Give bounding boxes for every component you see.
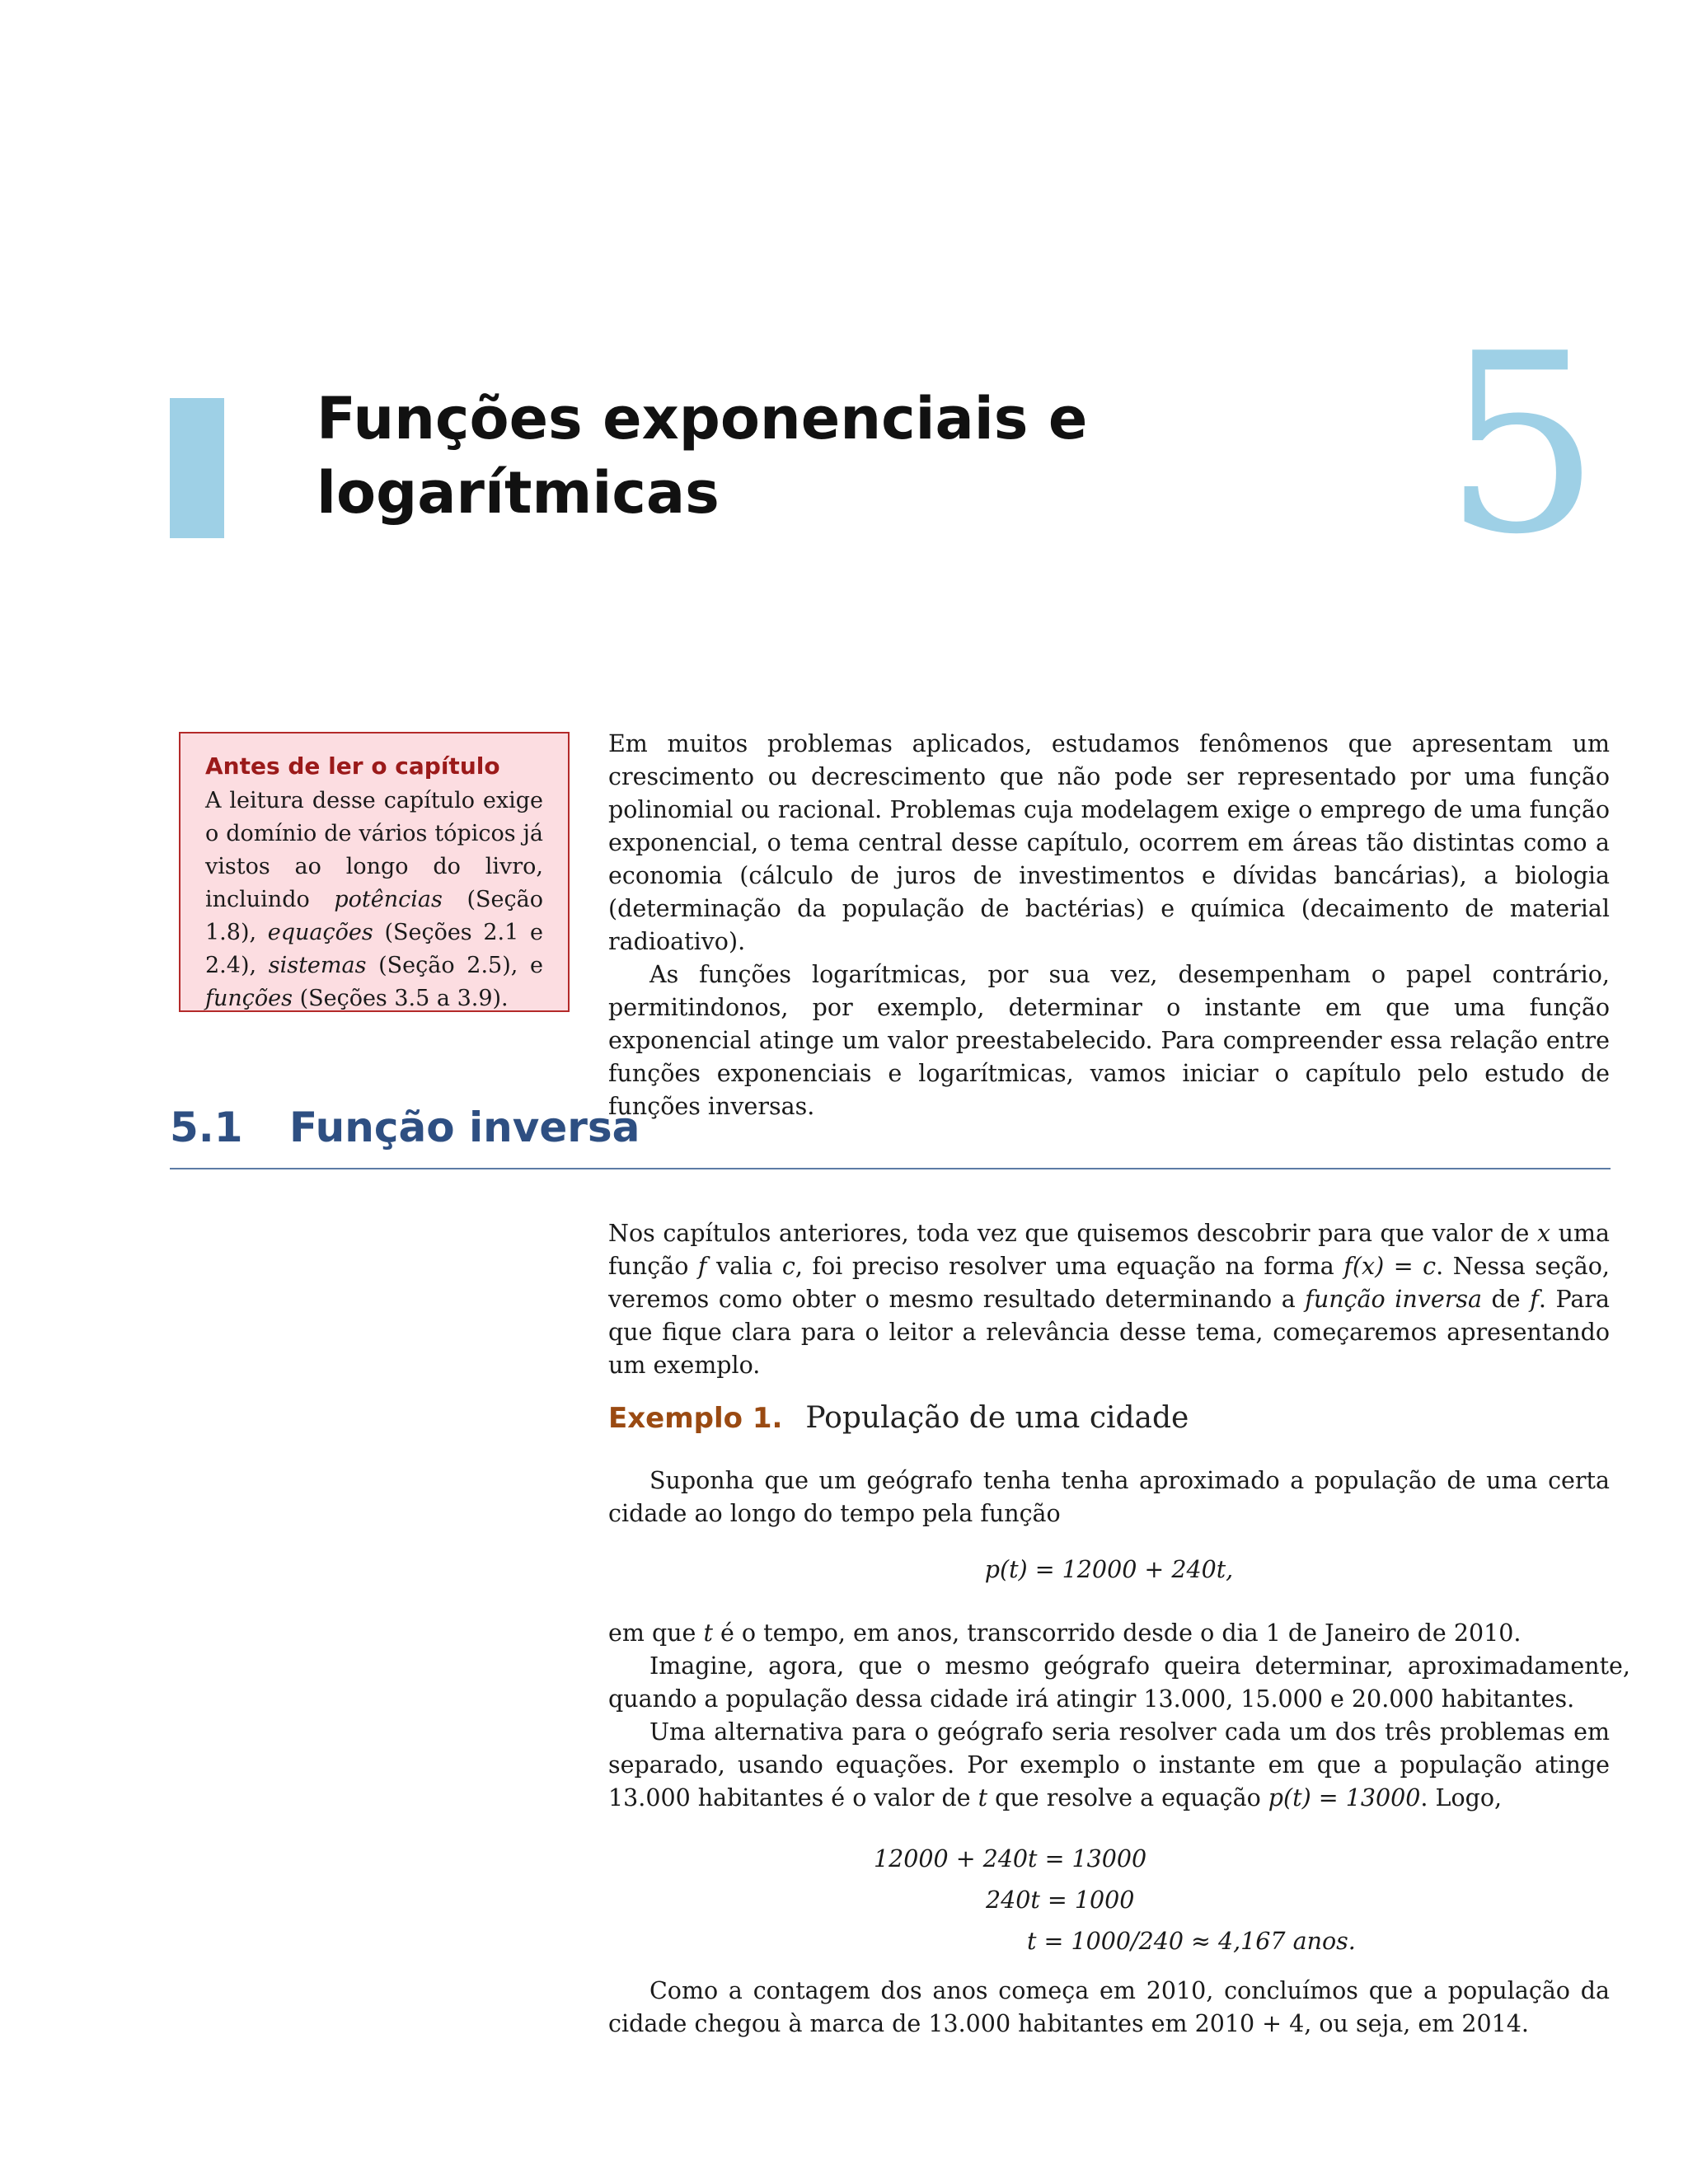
prereq-em-equacoes: equações — [267, 920, 373, 945]
math-eq-fx-c: f(x) = c — [1343, 1253, 1437, 1280]
section-intro-t3: valia — [706, 1253, 782, 1280]
prereq-em-potencias: potências — [334, 887, 443, 912]
section-heading — [170, 1101, 640, 1154]
equation-line-3 — [874, 1925, 1368, 1966]
math-var-f: f — [697, 1253, 707, 1280]
prereq-em-funcoes: funções — [205, 986, 293, 1011]
chapter-accent-bar — [170, 398, 224, 538]
example-paragraph-4 — [608, 1716, 1610, 1815]
example-paragraph-3: Imagine, agora, que o mesmo geógrafo queira determinar, aproximadamente, quando a população dessa cidade irá atingir 13.000, 15.000 e 20.000 habitantes. — [608, 1652, 1630, 1713]
example-title: População de uma cidade — [805, 1401, 1189, 1435]
math-var-c: c — [781, 1253, 795, 1280]
prereq-text-2: (Seção 1.8), — [205, 887, 543, 945]
prereq-box-text — [205, 785, 543, 1015]
math-var-x: x — [1536, 1220, 1551, 1247]
example-body-4 — [608, 1975, 1610, 2041]
display-equation — [608, 1554, 1610, 1586]
section-intro-t7: . Para que fique clara para o leitor a relevância desse tema, começaremos apresentando um exemplo. — [608, 1286, 1610, 1379]
example-body-1 — [608, 1465, 1610, 1530]
equation-line-1 — [874, 1843, 1368, 1884]
section-intro-t4: , foi preciso resolver uma equação na forma — [795, 1253, 1344, 1280]
intro-paragraph-2: As funções logarítmicas, por sua vez, desempenham o papel contrário, permitindonos, por exemplo, determinar o instante em que uma função exponencial atinge um valor preestabelecido. Para compreender essa relação entre funções exponenciais e logarítmicas, vamos iniciar o capítulo pelo estudo de funções inversas. — [608, 961, 1610, 1120]
math-var-t: t — [703, 1619, 713, 1647]
chapter-title — [316, 382, 1306, 530]
section-intro-t1: Nos capítulos anteriores, toda vez que quisemos descobrir para que valor de — [608, 1220, 1537, 1247]
section-intro-paragraph — [608, 1217, 1610, 1382]
example-p4-a: Uma alternativa para o geógrafo seria resolver cada um dos três problemas em separado, usando equações. Por exemplo o instante em que a população atinge 13.000 habitantes é o valor de — [608, 1718, 1610, 1811]
example-body-2 — [608, 1617, 1630, 1716]
example-p4-b: que resolve a equação — [987, 1784, 1268, 1811]
equation-line-1-text: 12000 + 240t = 13000 — [874, 1845, 1147, 1872]
math-var-t-2: t — [978, 1784, 988, 1811]
example-paragraph-2 — [608, 1617, 1630, 1650]
chapter-number: 5 — [1443, 301, 1601, 588]
section-number: 5.1 — [170, 1104, 243, 1151]
prereq-box-title: Antes de ler o capítulo — [205, 752, 500, 780]
section-title: Função inversa — [289, 1104, 640, 1151]
prereq-text-5: (Seções 3.5 a 3.9). — [292, 986, 509, 1011]
equation-system — [874, 1843, 1368, 1966]
prereq-em-sistemas: sistemas — [268, 953, 367, 978]
display-equation-text: p(t) = 12000 + 240t, — [984, 1556, 1234, 1583]
equation-line-3-text: t = 1000/240 ≈ 4,167 anos. — [1027, 1928, 1356, 1955]
intro-text — [608, 728, 1610, 1123]
prereq-text-3: (Seções 2.1 e 2.4), — [205, 920, 543, 978]
section-intro-t2: uma função — [608, 1220, 1610, 1280]
example-paragraph-1: Suponha que um geógrafo tenha tenha aproximado a população de uma certa cidade ao longo do tempo pela função — [608, 1467, 1610, 1527]
example-heading — [608, 1401, 1189, 1435]
section-divider — [170, 1168, 1611, 1169]
em-funcao-inversa: função inversa — [1305, 1286, 1482, 1313]
example-label: Exemplo 1. — [608, 1402, 783, 1435]
prereq-box — [179, 732, 570, 1012]
prereq-text-1: A leitura desse capítulo exige o domínio de vários tópicos já vistos ao longo do livro, incluindo — [205, 788, 543, 912]
prereq-text-4: (Seção 2.5), e — [366, 953, 544, 978]
example-p2-a: em que — [608, 1619, 704, 1647]
section-intro — [608, 1217, 1610, 1382]
math-var-f-2: f — [1530, 1286, 1539, 1313]
example-p2-b: é o tempo, em anos, transcorrido desde o dia 1 de Janeiro de 2010. — [712, 1619, 1522, 1647]
example-p4-c: . Logo, — [1420, 1784, 1503, 1811]
equation-line-2-text: 240t = 1000 — [986, 1886, 1135, 1914]
intro-paragraph-1: Em muitos problemas aplicados, estudamos fenômenos que apresentam um crescimento ou decrescimento que não pode ser representado por uma função polinomial ou racional. Problemas cuja modelagem exige o emprego de uma função exponencial, o tema central desse capítulo, ocorrem em áreas tão distintas como a economia (cálculo de juros de investimentos e dívidas bancárias), a biologia (determinação da população de bactérias) e química (decaimento de material radioativo). — [608, 730, 1610, 955]
section-intro-t6: de — [1481, 1286, 1531, 1313]
chapter-title-line-2: logarítmicas — [316, 459, 720, 527]
equation-line-2 — [874, 1884, 1368, 1925]
chapter-title-line-1: Funções exponenciais e — [316, 385, 1088, 452]
math-eq-pt-13000: p(t) = 13000 — [1268, 1784, 1421, 1811]
section-intro-t5: . Nessa seção, veremos como obter o mesmo resultado determinando a — [608, 1253, 1610, 1313]
example-body-3 — [608, 1716, 1610, 1815]
example-paragraph-5: Como a contagem dos anos começa em 2010, concluímos que a população da cidade chegou à marca de 13.000 habitantes em 2010 + 4, ou seja, em 2014. — [608, 1977, 1610, 2037]
